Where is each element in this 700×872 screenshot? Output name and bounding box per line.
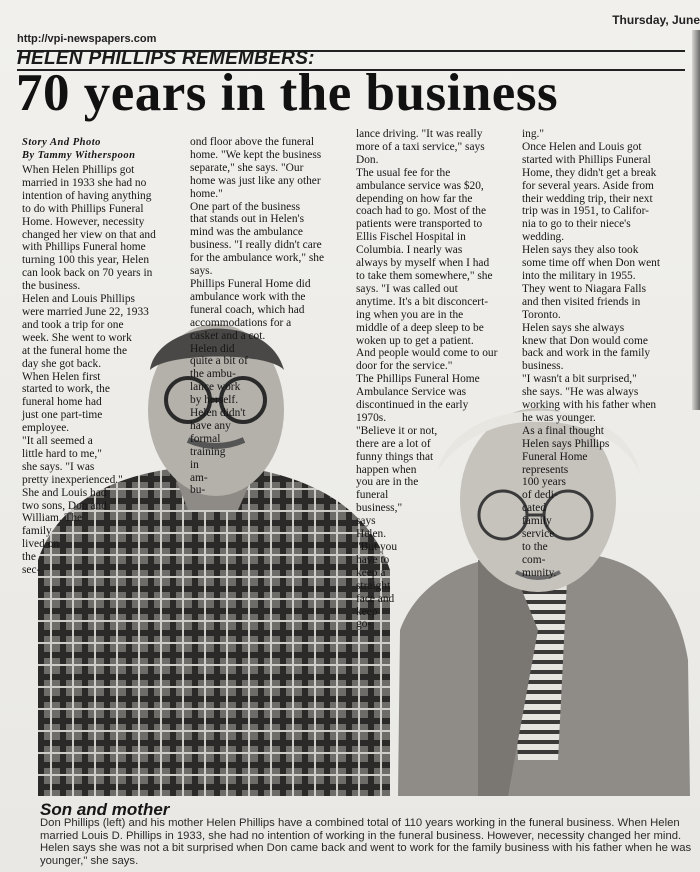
kicker: HELEN PHILLIPS REMEMBERS: — [17, 48, 315, 69]
article-column-1: When Helen Phillips got married in 1933 she had no intention of having anything to do with Phillips Funeral Home. However, necessity changed her view on that and with Phillips Funeral home turning 100 this year, Helen can look back on 70 years in the business. Helen and Louis Phillips were married June 22, 1933 and took a trip for one week. She went to work at the funeral home the day she got back. When Helen first started to work, the funeral home had just one part-time employee. "It all seemed a little hard to me," she says. "I was pretty inexperienced." She and Louis had two sons, Don and William. The family lived on the sec- — [22, 164, 156, 577]
issue-date: Thursday, June — [612, 13, 700, 27]
byline-credit: Story And Photo — [22, 137, 101, 148]
byline-author: By Tammy Witherspoon — [22, 150, 136, 161]
article-column-4: ing." Once Helen and Louis got started with Phillips Funeral Home, they didn't get a break for several years. Aside from their wedding trip, their next trip was in 1951, to Califor- nia to go to their niece's wedding. Helen says they also took some time off when Don went into the military in 1955. They went to Niagara Falls and then visited friends in Toronto. Helen says she always knew that Don would come back and work in the family business. "I wasn't a bit surprised," she says. "He was always working with his father when he was younger. As a final thought Helen says Phillips Funeral Home represents 100 years of dedi- cated family service to the com- munity. — [522, 128, 661, 579]
caption-title: Son and mother — [40, 800, 170, 819]
headline: 70 years in the business — [16, 64, 559, 122]
caption-text: Don Phillips (left) and his mother Helen Phillips have a combined total of 110 years working in the funeral business. When Helen married Louis D. Phillips in 1933, she had no intention of working in the funeral business. However, necessity changed her mind. Helen says she was not a bit surprised when Don came back and went to work for the family business with his father when he was younger," she says. — [40, 817, 692, 867]
article-column-3: lance driving. "It was really more of a taxi service," says Don. The usual fee for the ambulance service was $20, depending on how far the coach had to go. Most of the patients were transported to Ellis Fischel Hospital in Columbia. I nearly was always by myself when I had to take them somewhere," she says. "I was called out anytime. It's a bit disconcert- ing when you are in the middle of a deep sleep to be woken up to get a patient. And people would come to our door for the service." The Phillips Funeral Home Ambulance Service was discontinued in the early 1970s. "Believe it or not, there are a lot of funny things that happen when you are in the funeral business," says Helen. "But you have to keep a straight face and keep go- — [356, 128, 498, 631]
article-column-2: ond floor above the funeral home. "We kept the business separate," she says. "Our home was just like any other home." One part of the business that stands out in Helen's mind was the ambulance business. "I really didn't care for the ambulance work," she says. Phillips Funeral Home did ambulance work with the funeral coach, which had accommodations for a casket and a cot. Helen did quite a bit of the ambu- lance work by herself. Helen didn't have any formal training in am- bu- — [190, 136, 325, 497]
site-url[interactable]: http://vpi-newspapers.com — [17, 33, 157, 45]
